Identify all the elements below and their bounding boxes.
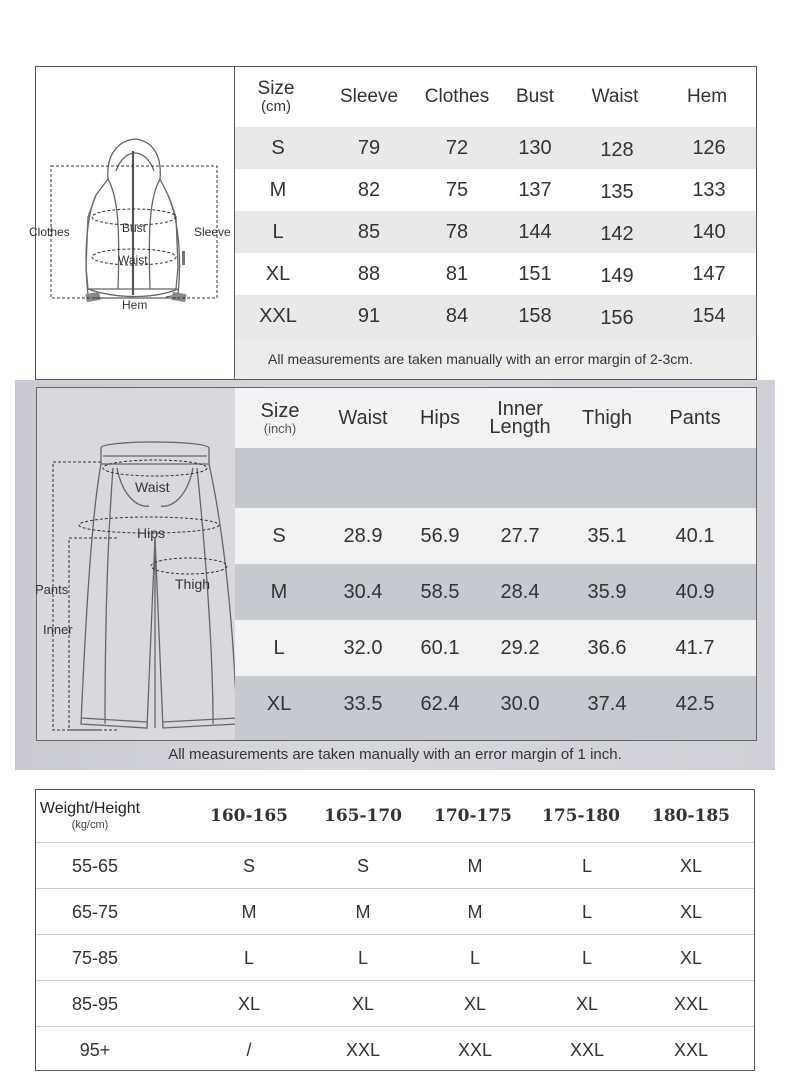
value-cell: 147 bbox=[692, 263, 726, 285]
value-cell: 151 bbox=[518, 263, 552, 285]
table-row bbox=[36, 980, 754, 1027]
value-cell: 130 bbox=[518, 137, 552, 159]
weight-height-header-label: Weight/Height bbox=[39, 800, 141, 817]
weight-cell: 95+ bbox=[79, 1040, 111, 1060]
jacket-header-row bbox=[235, 67, 756, 127]
size-cell: XXL bbox=[673, 1040, 709, 1060]
table-row bbox=[235, 564, 756, 620]
size-cell: L bbox=[469, 948, 480, 968]
size-cell: S bbox=[272, 525, 286, 547]
value-cell: 128 bbox=[600, 139, 634, 161]
pants-table bbox=[235, 387, 757, 741]
size-cell: XL bbox=[679, 856, 703, 876]
col-header: 165-170 bbox=[323, 806, 403, 826]
thigh-label: Thigh bbox=[175, 576, 211, 592]
size-cell: L bbox=[243, 948, 254, 968]
size-header bbox=[235, 67, 317, 127]
size-header-label: Size bbox=[257, 78, 295, 99]
header-band bbox=[235, 448, 756, 508]
value-cell: 35.9 bbox=[587, 581, 627, 603]
size-header-label: Size bbox=[260, 400, 300, 422]
weight-height-chart bbox=[35, 789, 755, 1071]
col-header: Waist bbox=[338, 407, 388, 429]
pants-measurement-note: All measurements are taken manually with an error margin of 1 inch. bbox=[168, 746, 622, 763]
col-header: Bust bbox=[515, 86, 555, 107]
weight-cell: 55-65 bbox=[71, 856, 119, 876]
value-cell: 154 bbox=[692, 305, 726, 327]
size-cell: XXL bbox=[673, 994, 709, 1014]
value-cell: 32.0 bbox=[343, 637, 383, 659]
value-cell: 28.9 bbox=[343, 525, 383, 547]
value-cell: 56.9 bbox=[420, 525, 460, 547]
col-header: 170-175 bbox=[433, 806, 513, 826]
size-cell: M bbox=[269, 179, 287, 201]
value-cell: 35.1 bbox=[587, 525, 627, 547]
value-cell: 30.4 bbox=[343, 581, 383, 603]
size-cell: L bbox=[272, 221, 284, 243]
value-cell: 78 bbox=[445, 221, 469, 243]
value-cell: 133 bbox=[692, 179, 726, 201]
table-row bbox=[235, 169, 756, 211]
size-cell: XL bbox=[575, 994, 599, 1014]
bust-label: Bust bbox=[122, 221, 147, 235]
value-cell: 81 bbox=[445, 263, 469, 285]
value-cell: 29.2 bbox=[500, 637, 540, 659]
table-row bbox=[235, 211, 756, 253]
value-cell: 156 bbox=[600, 307, 634, 329]
value-cell: 84 bbox=[445, 305, 469, 327]
col-header: Thigh bbox=[581, 407, 633, 429]
size-cell: S bbox=[356, 856, 369, 876]
value-cell: 144 bbox=[518, 221, 552, 243]
waist-label: Waist bbox=[118, 253, 148, 267]
value-cell: 135 bbox=[600, 181, 634, 203]
table-row bbox=[235, 508, 756, 564]
size-cell: L bbox=[357, 948, 368, 968]
col-header: Inner Length bbox=[489, 398, 551, 438]
size-cell: / bbox=[246, 1040, 252, 1060]
value-cell: 72 bbox=[445, 137, 469, 159]
value-cell: 88 bbox=[357, 263, 381, 285]
size-header-unit: (cm) bbox=[261, 98, 291, 115]
pants-size-chart bbox=[15, 380, 775, 770]
value-cell: 41.7 bbox=[675, 637, 715, 659]
value-cell: 40.9 bbox=[675, 581, 715, 603]
value-cell: 40.1 bbox=[675, 525, 715, 547]
jacket-size-chart bbox=[29, 66, 757, 380]
size-cell: XL bbox=[679, 948, 703, 968]
size-cell: M bbox=[467, 902, 483, 922]
value-cell: 140 bbox=[692, 221, 726, 243]
hips-label: Hips bbox=[137, 525, 166, 541]
value-cell: 36.6 bbox=[587, 637, 627, 659]
col-header: 160-165 bbox=[209, 806, 289, 826]
col-header: Sleeve bbox=[339, 86, 399, 107]
size-cell: M bbox=[467, 856, 483, 876]
col-header: 180-185 bbox=[651, 806, 731, 826]
col-header: Hem bbox=[686, 86, 728, 107]
value-cell: 33.5 bbox=[343, 693, 383, 715]
size-cell: XXL bbox=[457, 1040, 493, 1060]
value-cell: 82 bbox=[357, 179, 381, 201]
size-cell: XXL bbox=[259, 305, 297, 327]
pants-header-row bbox=[235, 388, 756, 448]
table-row bbox=[235, 253, 756, 295]
size-cell: M bbox=[270, 581, 288, 603]
size-cell: L bbox=[581, 856, 592, 876]
size-cell: L bbox=[273, 637, 285, 659]
value-cell: 79 bbox=[357, 137, 381, 159]
size-cell: M bbox=[241, 902, 257, 922]
value-cell: 37.4 bbox=[587, 693, 627, 715]
value-cell: 62.4 bbox=[420, 693, 460, 715]
weight-height-header-row bbox=[36, 790, 754, 842]
jacket-measurement-note: All measurements are taken manually with an error margin of 2-3cm. bbox=[235, 339, 756, 379]
pants-illustration bbox=[36, 387, 236, 741]
size-cell: XL bbox=[463, 994, 487, 1014]
size-cell: XL bbox=[351, 994, 375, 1014]
value-cell: 158 bbox=[518, 305, 552, 327]
value-cell: 126 bbox=[692, 137, 726, 159]
value-cell: 28.4 bbox=[500, 581, 540, 603]
value-cell: 75 bbox=[445, 179, 469, 201]
hem-label: Hem bbox=[122, 298, 148, 312]
size-cell: S bbox=[271, 137, 285, 159]
col-header: Pants bbox=[669, 407, 721, 429]
weight-height-header-unit: (kg/cm) bbox=[71, 819, 109, 831]
size-cell: XL bbox=[679, 902, 703, 922]
table-row bbox=[235, 295, 756, 339]
table-row bbox=[36, 842, 754, 889]
value-cell: 42.5 bbox=[675, 693, 715, 715]
value-cell: 58.5 bbox=[420, 581, 460, 603]
pants-length-label: Pants bbox=[35, 582, 69, 597]
size-cell: XL bbox=[237, 994, 261, 1014]
value-cell: 149 bbox=[600, 265, 634, 287]
table-row bbox=[235, 676, 756, 740]
table-row bbox=[36, 934, 754, 981]
col-header: 175-180 bbox=[541, 806, 621, 826]
clothes-label: Clothes bbox=[29, 225, 70, 239]
size-cell: XL bbox=[265, 263, 291, 285]
jacket-illustration bbox=[29, 67, 235, 379]
value-cell: 27.7 bbox=[500, 525, 540, 547]
value-cell: 91 bbox=[357, 305, 381, 327]
sleeve-label: Sleeve bbox=[194, 225, 231, 239]
inner-length-label: Inner bbox=[43, 622, 73, 637]
size-cell: XXL bbox=[569, 1040, 605, 1060]
value-cell: 137 bbox=[518, 179, 552, 201]
col-header: Clothes bbox=[424, 86, 490, 107]
col-header: Waist bbox=[591, 86, 639, 107]
pants-drawing bbox=[37, 388, 235, 740]
size-header-unit: (inch) bbox=[263, 421, 297, 436]
table-row bbox=[36, 888, 754, 935]
size-cell: XXL bbox=[345, 1040, 381, 1060]
col-header: Hips bbox=[419, 407, 460, 429]
size-cell: M bbox=[355, 902, 371, 922]
size-cell: L bbox=[581, 948, 592, 968]
weight-cell: 75-85 bbox=[71, 948, 119, 968]
size-header bbox=[235, 388, 325, 448]
size-cell: L bbox=[581, 902, 592, 922]
weight-cell: 65-75 bbox=[71, 902, 119, 922]
value-cell: 85 bbox=[357, 221, 381, 243]
value-cell: 30.0 bbox=[500, 693, 540, 715]
value-cell: 60.1 bbox=[420, 637, 460, 659]
weight-height-header bbox=[36, 790, 144, 842]
table-row bbox=[235, 620, 756, 676]
table-row bbox=[235, 127, 756, 169]
table-row bbox=[36, 1026, 754, 1071]
waist-label: Waist bbox=[135, 479, 170, 495]
weight-cell: 85-95 bbox=[71, 994, 119, 1014]
value-cell: 142 bbox=[600, 223, 634, 245]
size-cell: XL bbox=[266, 693, 292, 715]
size-cell: S bbox=[242, 856, 255, 876]
